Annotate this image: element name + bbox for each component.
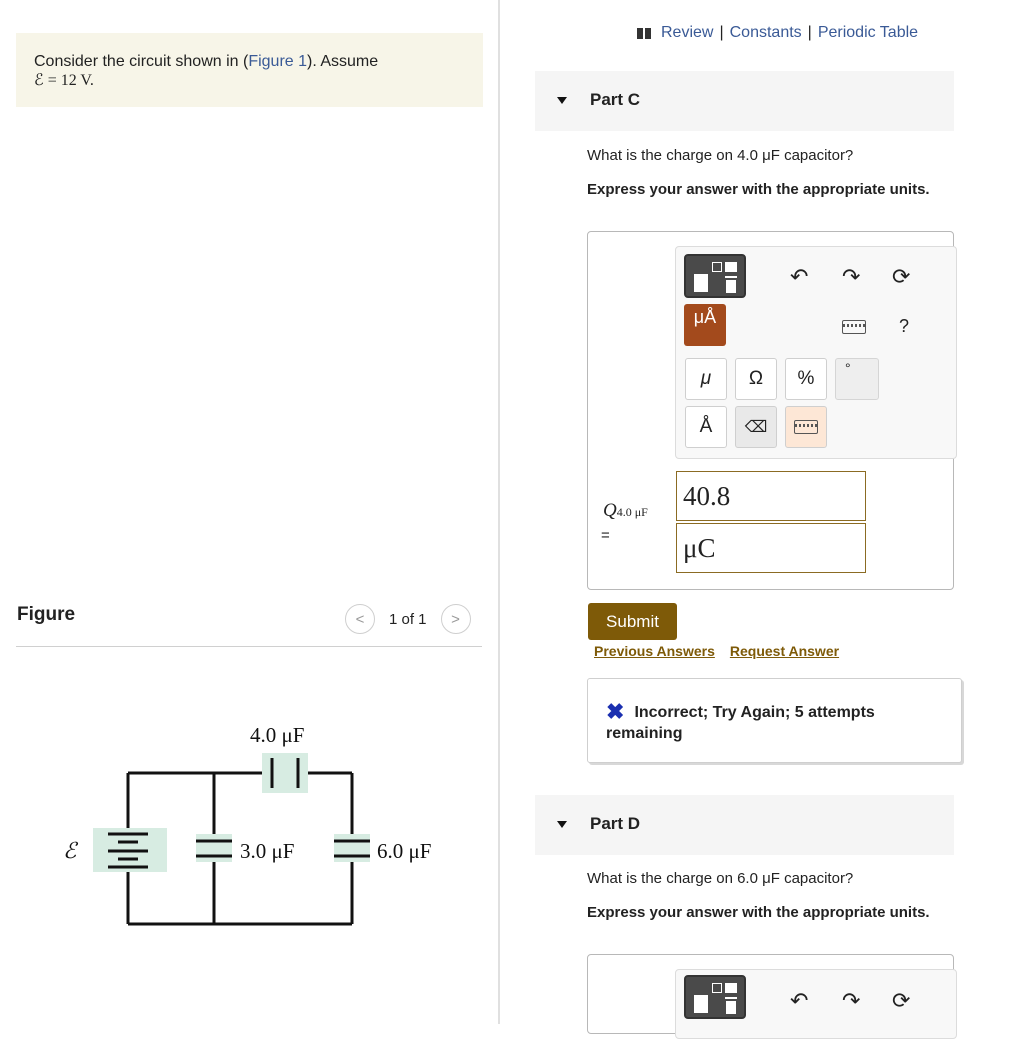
part-d-undo-icon[interactable]: ↶ bbox=[790, 988, 809, 1013]
emf-value: ℰ = 12 V. bbox=[34, 72, 94, 89]
equals-sign: = bbox=[601, 527, 610, 544]
circuit-diagram bbox=[50, 710, 470, 940]
capacitor-4-label: 4.0 μF bbox=[250, 723, 305, 747]
top-link-separator: | bbox=[807, 24, 812, 41]
angstrom-key[interactable]: Å bbox=[685, 406, 727, 448]
answer-links bbox=[594, 643, 839, 659]
capacitor-6-label: 6.0 μF bbox=[377, 839, 432, 863]
column-divider[interactable] bbox=[498, 0, 500, 1024]
answer-subscript: 4.0 μF bbox=[616, 505, 648, 519]
redo-icon[interactable]: ↷ bbox=[842, 264, 861, 289]
capacitor-3-label: 3.0 μF bbox=[240, 839, 295, 863]
part-c-question: What is the charge on 4.0 μF capacitor? bbox=[587, 147, 854, 164]
capacitor-4-highlight bbox=[262, 753, 308, 793]
problem-text-start: Consider the circuit shown in ( bbox=[34, 53, 249, 70]
part-c-title: Part C bbox=[590, 90, 641, 109]
constants-link[interactable]: Constants bbox=[729, 24, 802, 41]
figure-label: Figure bbox=[17, 604, 76, 625]
figure-link[interactable]: Figure 1 bbox=[248, 53, 308, 70]
value-input[interactable]: 40.8 bbox=[676, 471, 866, 521]
templates-button[interactable] bbox=[684, 254, 746, 298]
emf-symbol-label: ℰ bbox=[63, 838, 77, 863]
feedback-box bbox=[587, 678, 962, 763]
next-figure-button[interactable]: > bbox=[441, 604, 471, 634]
submit-button[interactable]: Submit bbox=[588, 603, 677, 640]
capacitor-6-highlight bbox=[334, 834, 370, 862]
keyboard-toggle-icon[interactable] bbox=[785, 406, 827, 448]
part-c-instruction: Express your answer with the appropriate units. bbox=[587, 181, 930, 198]
unit-input[interactable]: μC bbox=[676, 523, 866, 573]
part-d-instruction: Express your answer with the appropriate units. bbox=[587, 904, 930, 921]
help-icon[interactable]: ? bbox=[899, 316, 910, 336]
top-links bbox=[637, 24, 918, 42]
mu-key[interactable]: μ bbox=[685, 358, 727, 400]
part-c-header[interactable] bbox=[535, 71, 954, 131]
request-answer-link[interactable]: Request Answer bbox=[729, 643, 840, 659]
part-d-redo-icon[interactable]: ↷ bbox=[842, 988, 861, 1013]
undo-icon[interactable]: ↶ bbox=[790, 264, 809, 289]
part-d-templates-button[interactable] bbox=[684, 975, 746, 1019]
incorrect-x-icon: ✖ bbox=[606, 699, 625, 724]
figure-divider bbox=[16, 646, 482, 647]
part-d-header[interactable] bbox=[535, 795, 954, 855]
keyboard-icon[interactable] bbox=[842, 320, 866, 339]
answer-symbol: Q bbox=[603, 500, 617, 521]
percent-key[interactable]: % bbox=[785, 358, 827, 400]
review-link[interactable]: Review bbox=[661, 24, 714, 41]
reset-icon[interactable]: ⟳ bbox=[892, 264, 911, 289]
degree-key[interactable]: ° bbox=[845, 360, 851, 376]
collapse-triangle-icon[interactable] bbox=[557, 97, 567, 104]
figure-pager bbox=[345, 605, 471, 633]
figure-page-count: 1 of 1 bbox=[389, 610, 427, 628]
book-icon bbox=[637, 28, 651, 39]
top-link-separator: | bbox=[719, 24, 724, 41]
part-d-title: Part D bbox=[590, 814, 641, 833]
collapse-triangle-icon[interactable] bbox=[557, 821, 567, 828]
problem-text bbox=[34, 52, 378, 90]
capacitor-3-highlight bbox=[196, 834, 232, 862]
problem-text-end: ). Assume bbox=[307, 53, 379, 70]
feedback-text: Incorrect; Try Again; 5 attempts remaining bbox=[606, 704, 875, 742]
prev-figure-button[interactable]: < bbox=[345, 604, 375, 634]
delete-icon[interactable]: ⌫ bbox=[735, 406, 777, 448]
periodic-table-link[interactable]: Periodic Table bbox=[817, 24, 919, 41]
part-d-reset-icon[interactable]: ⟳ bbox=[892, 988, 911, 1013]
units-button[interactable]: μÅ bbox=[684, 304, 726, 346]
previous-answers-link[interactable]: Previous Answers bbox=[594, 643, 715, 659]
part-d-question: What is the charge on 6.0 μF capacitor? bbox=[587, 870, 854, 887]
ohm-key[interactable]: Ω bbox=[735, 358, 777, 400]
answer-label bbox=[603, 500, 648, 522]
